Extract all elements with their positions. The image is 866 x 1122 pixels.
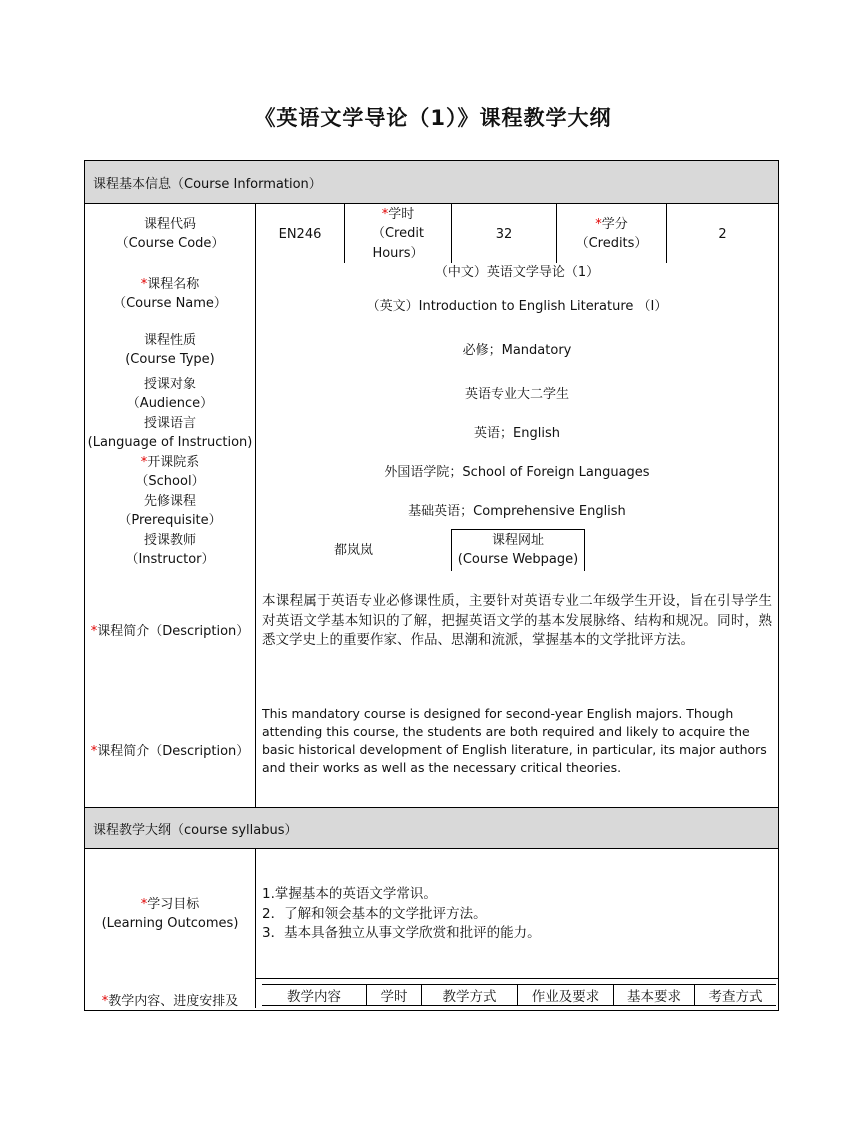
label-credits-cn: 学分 [601, 217, 628, 232]
label-learning-outcomes [85, 894, 255, 934]
label-course-name [85, 274, 255, 314]
value-school: 外国语学院；School of Foreign Languages [384, 464, 650, 480]
value-course-type: 必修；Mandatory [462, 342, 572, 358]
schedule-header-requirements: 基本要求 [627, 989, 681, 1005]
label-audience-cn: 授课对象 [143, 377, 196, 392]
label-credits [557, 214, 666, 254]
label-school [85, 452, 255, 492]
label-audience-en: （Audience） [126, 396, 214, 411]
label-hours-cn: 学时 [388, 206, 415, 222]
required-mark: * [381, 206, 389, 222]
label-description-cn [85, 620, 255, 642]
label-credits-en: （Credits） [575, 236, 648, 251]
required-mark: * [140, 897, 148, 912]
outcome-item: 3．基本具备独立从事文学欣赏和批评的能力。 [262, 925, 541, 941]
label-course-type-en: (Course Type) [125, 352, 215, 367]
description-cn-text: 本课程属于英语专业必修课性质，主要针对英语专业二年级学生开设，旨在引导学生对英语文学基本知识的了解，把握英语文学的基本发展脉络、结构和规况。同时，熟悉文学史上的重要作家、作品、思潮和流派，掌握基本的文学批评方法。 [262, 593, 772, 648]
label-language [85, 413, 255, 453]
value-prerequisite: 基础英语；Comprehensive English [408, 503, 626, 519]
required-mark: * [140, 277, 148, 292]
value-course-name-en: （英文）Introduction to English Literature （I） [366, 298, 668, 314]
schedule-header-content: 教学内容 [287, 989, 341, 1005]
schedule-header-assessment: 考查方式 [708, 989, 763, 1005]
label-content-schedule-text: 教学内容、进度安排及 [108, 993, 239, 1009]
label-course-code-cn: 课程代码 [143, 217, 196, 232]
label-webpage [452, 530, 584, 570]
label-school-en: （School） [135, 474, 205, 489]
label-audience [85, 374, 255, 414]
schedule-table-bottom [262, 1005, 776, 1006]
required-mark: * [595, 217, 602, 232]
label-course-code-en: （Course Code） [115, 236, 225, 251]
label-description-en [85, 740, 255, 762]
label-language-cn: 授课语言 [143, 416, 196, 431]
label-course-name-cn: 课程名称 [147, 277, 200, 292]
label-instructor-en: （Instructor） [125, 552, 215, 567]
outcome-item: 2．了解和领会基本的文学批评方法。 [262, 905, 487, 922]
description-en-text: This mandatory course is designed for second-year English majors. Though attending this course, the students are both required and likely to acquire the basic historical development of English literature, in particular, its major authors and their works as well as the necessary critical theories. [262, 706, 767, 775]
schedule-header-method: 教学方式 [442, 989, 497, 1005]
label-description: 课程简介（Description） [97, 743, 250, 759]
required-mark: * [101, 993, 109, 1009]
section-header-syllabus [85, 808, 778, 848]
divider [84, 203, 779, 204]
label-description: 课程简介（Description） [97, 623, 250, 639]
label-hours-en-2: Hours） [372, 245, 424, 261]
divider [84, 848, 779, 849]
label-language-en: (Language of Instruction) [87, 435, 253, 450]
value-language: 英语；English [474, 425, 560, 441]
document-title: 《英语文学导论（1）》课程教学大纲 [254, 106, 612, 130]
section-syllabus-label: 课程教学大纲（course syllabus） [93, 822, 298, 838]
label-school-cn: 开课院系 [147, 455, 200, 470]
label-course-type-cn: 课程性质 [143, 333, 196, 348]
value-course-code: EN246 [278, 226, 322, 242]
divider [256, 978, 778, 979]
label-prereq-en: （Prerequisite） [118, 513, 222, 528]
label-hours-en-1: （Credit [371, 226, 425, 242]
label-outcomes-cn: 学习目标 [147, 897, 200, 912]
label-webpage-en: (Course Webpage) [457, 552, 579, 567]
learning-outcomes-list [262, 885, 762, 944]
section-basic-label: 课程基本信息（Course Information） [93, 176, 322, 192]
column-divider [255, 848, 256, 1008]
label-instructor [85, 530, 255, 570]
required-mark: * [90, 743, 98, 759]
label-course-name-en: （Course Name） [113, 296, 227, 311]
label-webpage-cn: 课程网址 [491, 533, 544, 548]
value-audience: 英语专业大二学生 [464, 386, 569, 402]
label-hours [345, 205, 451, 263]
section-header-basic [85, 161, 778, 203]
value-hours: 32 [495, 226, 513, 242]
outcome-item: 1.掌握基本的英语文学常识。 [262, 886, 437, 902]
label-course-code [85, 214, 255, 254]
required-mark: * [90, 623, 98, 639]
schedule-header-hours: 学时 [380, 989, 408, 1005]
label-prerequisite [85, 491, 255, 531]
label-content-schedule [85, 991, 255, 1011]
value-credits: 2 [718, 226, 727, 242]
schedule-header-homework: 作业及要求 [531, 989, 600, 1005]
value-course-name-cn: （中文）英语文学导论（1） [434, 264, 600, 280]
required-mark: * [140, 455, 148, 470]
value-instructor: 都岚岚 [333, 542, 373, 558]
label-outcomes-en: (Learning Outcomes) [101, 916, 239, 931]
value-webpage [585, 540, 778, 560]
label-instructor-cn: 授课教师 [143, 533, 196, 548]
label-prereq-cn: 先修课程 [143, 494, 196, 509]
label-course-type [85, 330, 255, 370]
